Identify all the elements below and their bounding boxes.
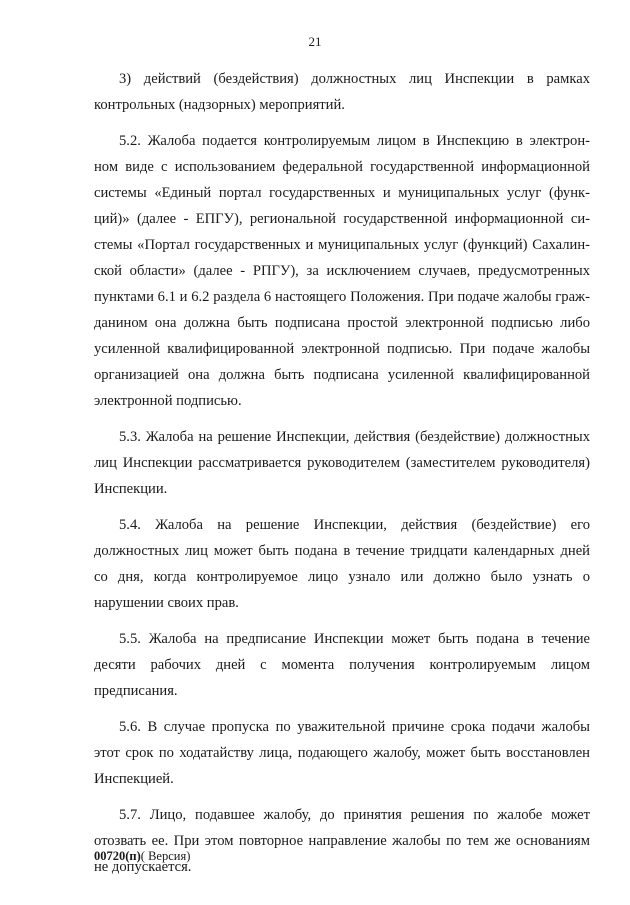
text-line: Инспекцией.	[94, 771, 174, 787]
text-line: 5.6. В случае пропуска по уважительной причине срока подачи жалобы	[119, 719, 590, 735]
text-line: системы «Единый портал государственных и муниципальных услуг (функ-	[94, 185, 590, 201]
paragraph-item-3	[94, 66, 590, 118]
paragraph-5-3	[94, 424, 590, 502]
paragraph-5-5	[94, 626, 590, 704]
text-line: лиц Инспекции рассматривается руководителем (заместителем руководителя)	[94, 455, 590, 471]
text-line: ций)» (далее - ЕПГУ), региональной государственной информационной си-	[94, 211, 590, 227]
text-line: 5.7. Лицо, подавшее жалобу, до принятия решения по жалобе может	[119, 807, 590, 823]
text-line: контрольных (надзорных) мероприятий.	[94, 97, 345, 113]
text-line: электронной подписью.	[94, 393, 242, 409]
text-line: 5.3. Жалоба на решение Инспекции, действия (бездействие) должностных	[119, 429, 590, 445]
text-line: 5.4. Жалоба на решение Инспекции, действия (бездействие) его	[119, 517, 590, 533]
paragraph-5-2	[94, 128, 590, 414]
text-line: ном виде с использованием федеральной государственной информационной	[94, 159, 590, 175]
text-line: должностных лиц может быть подана в течение тридцати календарных дней	[94, 543, 590, 559]
text-line: данином она должна быть подписана простой электронной подписью либо	[94, 315, 590, 331]
text-line: десяти рабочих дней с момента получения контролируемым лицом	[94, 657, 590, 673]
text-line: пунктами 6.1 и 6.2 раздела 6 настоящего Положения. При подаче жалобы граж-	[94, 289, 590, 305]
page-number: 21	[308, 34, 322, 49]
text-line: со дня, когда контролируемое лицо узнало или должно было узнать о	[94, 569, 590, 585]
paragraph-5-4	[94, 512, 590, 616]
text-line: 5.5. Жалоба на предписание Инспекции может быть подана в течение	[119, 631, 590, 647]
text-line: этот срок по ходатайству лица, подающего жалобу, может быть восстановлен	[94, 745, 590, 761]
text-line: 3) действий (бездействия) должностных лиц Инспекции в рамках	[119, 71, 590, 87]
document-version: ( Версия)	[140, 849, 191, 863]
text-line: организацией она должна быть подписана усиленной квалифицированной	[94, 367, 590, 383]
text-line: отозвать ее. При этом повторное направление жалобы по тем же основаниям	[94, 833, 590, 849]
text-line: нарушении своих прав.	[94, 595, 239, 611]
text-line: ской области» (далее - РПГУ), за исключением случаев, предусмотренных	[94, 263, 590, 279]
document-body	[94, 66, 590, 880]
paragraph-5-7	[94, 802, 590, 880]
text-line: не допускается.	[94, 859, 192, 875]
document-footer	[94, 849, 190, 864]
text-line: 5.2. Жалоба подается контролируемым лицом в Инспекцию в электрон-	[119, 133, 590, 149]
text-line: усиленной квалифицированной электронной подписью. При подаче жалобы	[94, 341, 590, 357]
text-line: предписания.	[94, 683, 178, 699]
document-code: 00720(п)	[94, 849, 141, 863]
paragraph-5-6	[94, 714, 590, 792]
text-line: Инспекции.	[94, 481, 168, 497]
text-line: стемы «Портал государственных и муниципальных услуг (функций) Сахалин-	[94, 237, 590, 253]
